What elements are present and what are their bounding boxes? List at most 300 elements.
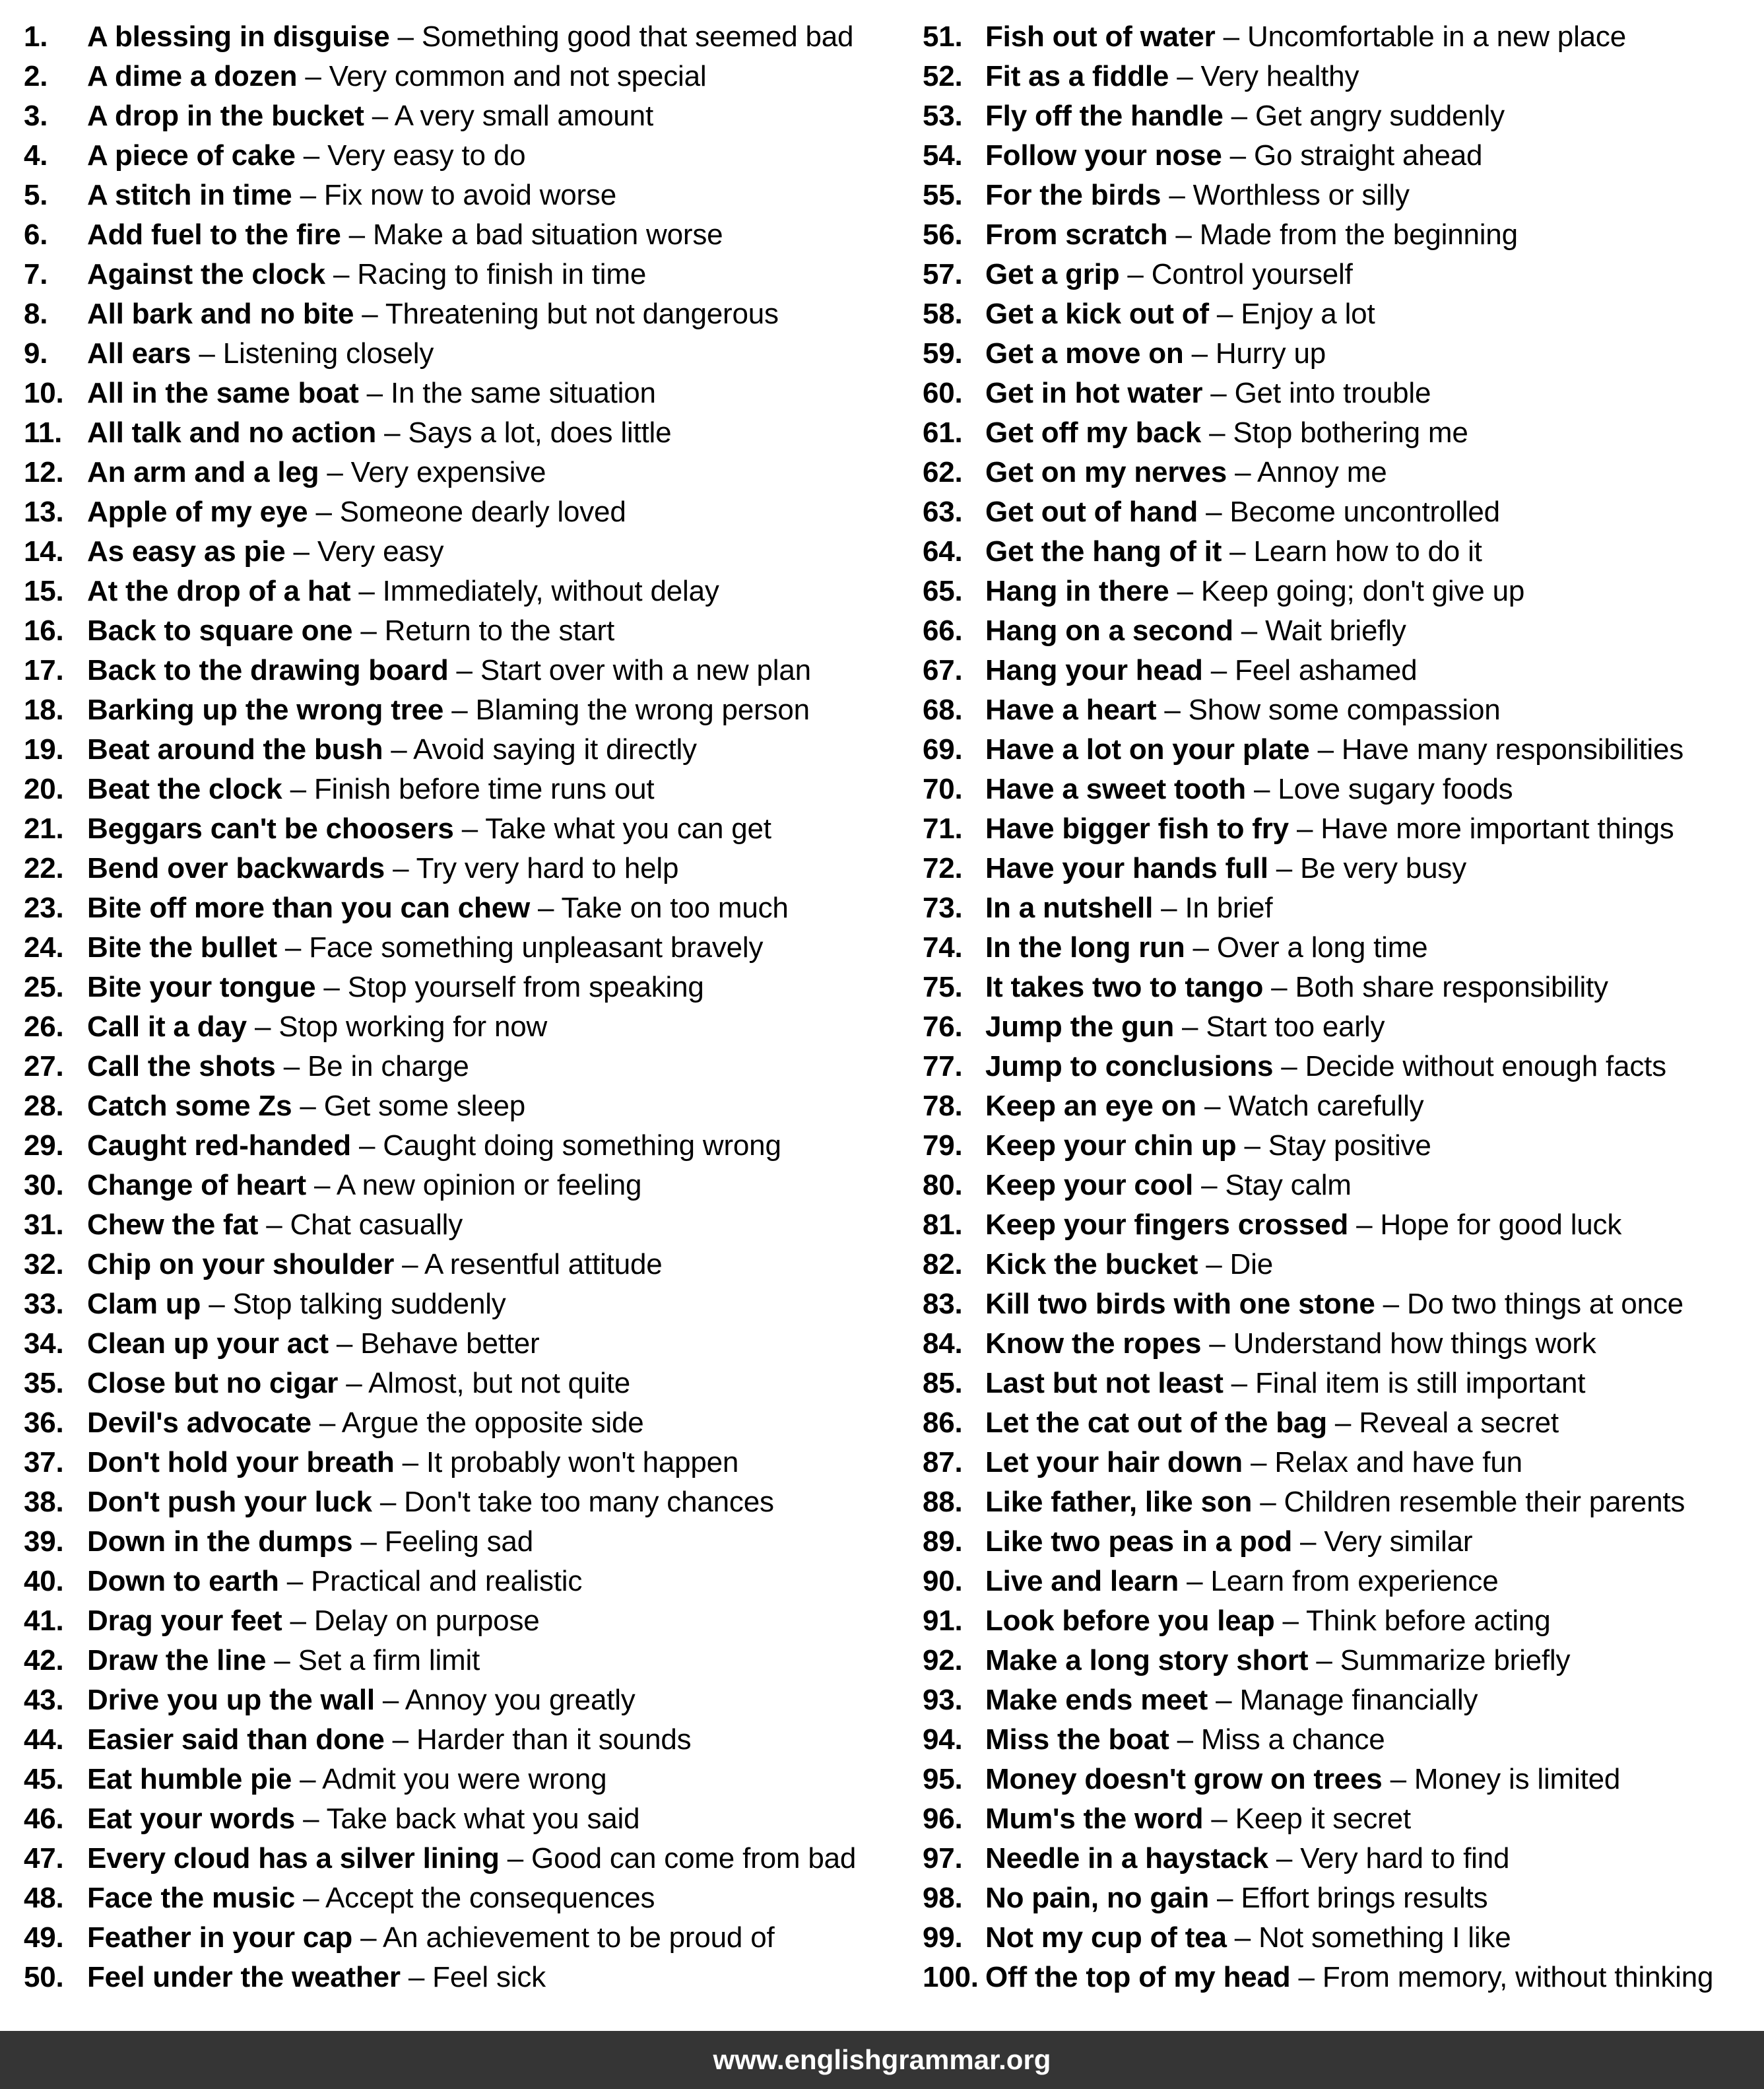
idiom-meaning: Effort brings results xyxy=(1241,1882,1488,1914)
idiom-phrase: Beggars can't be choosers xyxy=(87,812,454,845)
idiom-separator: – xyxy=(1223,1367,1255,1399)
idiom-meaning: Both share responsibility xyxy=(1295,971,1608,1003)
idiom-phrase: Get in hot water xyxy=(985,377,1203,409)
idiom-list-item xyxy=(24,453,901,492)
idiom-number: 12. xyxy=(24,456,64,488)
idiom-entry xyxy=(985,1562,1498,1601)
idiom-list-item xyxy=(24,1482,901,1522)
idiom-phrase: Barking up the wrong tree xyxy=(87,694,444,726)
idiom-phrase: Don't push your luck xyxy=(87,1486,372,1518)
idiom-meaning: Very hard to find xyxy=(1300,1842,1510,1874)
idiom-meaning: Good can come from bad xyxy=(531,1842,857,1874)
idiom-number: 67. xyxy=(923,654,963,686)
idiom-number: 51. xyxy=(923,20,963,53)
idiom-list-item xyxy=(24,1918,901,1958)
idiom-entry xyxy=(985,928,1427,968)
idiom-meaning: A resentful attitude xyxy=(424,1248,663,1280)
idiom-entry xyxy=(87,849,678,888)
idiom-phrase: Drag your feet xyxy=(87,1605,282,1637)
idiom-list-item xyxy=(923,334,1764,374)
idiom-meaning: Learn how to do it xyxy=(1253,535,1482,568)
idiom-separator: – xyxy=(311,1407,342,1439)
idiom-number: 28. xyxy=(24,1090,64,1122)
idiom-separator: – xyxy=(1169,575,1201,607)
idiom-meaning: Keep going; don't give up xyxy=(1200,575,1525,607)
idiom-list-item xyxy=(24,1760,901,1799)
idiom-entry xyxy=(985,572,1524,611)
idiom-phrase: Get a grip xyxy=(985,258,1120,290)
idiom-meaning: Harder than it sounds xyxy=(416,1723,692,1756)
idiom-list-item xyxy=(923,215,1764,255)
idiom-number: 85. xyxy=(923,1367,963,1399)
idiom-entry xyxy=(985,1878,1487,1918)
idiom-meaning: Stop working for now xyxy=(278,1011,548,1043)
idiom-meaning: Manage financially xyxy=(1239,1684,1478,1716)
idiom-list-item xyxy=(24,1799,901,1839)
idiom-list-item xyxy=(24,1839,901,1878)
idiom-entry xyxy=(87,1443,738,1482)
idiom-meaning: Fix now to avoid worse xyxy=(323,179,616,211)
idiom-meaning: Says a lot, does little xyxy=(408,416,672,449)
idiom-meaning: Go straight ahead xyxy=(1253,139,1483,172)
idiom-entry xyxy=(87,1918,775,1958)
idiom-meaning: It probably won't happen xyxy=(426,1446,739,1478)
idiom-meaning: Uncomfortable in a new place xyxy=(1247,20,1626,53)
idiom-number: 20. xyxy=(24,773,64,805)
idiom-meaning: Take on too much xyxy=(561,892,789,924)
idiom-phrase: In a nutshell xyxy=(985,892,1154,924)
idiom-phrase: Fish out of water xyxy=(985,20,1216,53)
idiom-list-item xyxy=(24,413,901,453)
idiom-meaning: Do two things at once xyxy=(1406,1288,1683,1320)
idiom-number: 96. xyxy=(923,1803,963,1835)
idiom-meaning: Decide without enough facts xyxy=(1305,1050,1666,1082)
idiom-meaning: Miss a chance xyxy=(1200,1723,1385,1756)
idiom-number: 4. xyxy=(24,139,48,172)
idiom-number: 9. xyxy=(24,337,48,370)
idiom-separator: – xyxy=(295,1882,326,1914)
idiom-entry xyxy=(985,1086,1423,1126)
idiom-entry xyxy=(985,1958,1713,1997)
footer-website-link[interactable]: www.englishgrammar.org xyxy=(713,2044,1051,2075)
idiom-phrase: Have a sweet tooth xyxy=(985,773,1246,805)
idiom-phrase: Bite the bullet xyxy=(87,931,277,964)
idiom-phrase: Bite off more than you can chew xyxy=(87,892,531,924)
idiom-entry xyxy=(87,96,653,136)
idiom-entry xyxy=(87,1126,781,1166)
idiom-entry xyxy=(87,176,616,215)
idiom-entry xyxy=(87,690,810,730)
idiom-number: 15. xyxy=(24,575,64,607)
idiom-entry xyxy=(87,1324,540,1364)
idiom-meaning: Made from the beginning xyxy=(1199,218,1518,251)
idiom-list-item xyxy=(923,770,1764,809)
idiom-entry xyxy=(87,57,706,96)
idiom-list-item xyxy=(24,17,901,57)
idiom-phrase: A stitch in time xyxy=(87,179,292,211)
idiom-separator: – xyxy=(1161,179,1193,211)
idiom-separator: – xyxy=(282,773,314,805)
idiom-meaning: Take what you can get xyxy=(485,812,771,845)
idiom-phrase: Not my cup of tea xyxy=(985,1921,1227,1954)
idiom-list-item xyxy=(24,1047,901,1086)
idiom-entry xyxy=(87,888,789,928)
idiom-entry xyxy=(87,651,811,690)
idiom-meaning: Money is limited xyxy=(1414,1763,1621,1795)
idiom-number: 23. xyxy=(24,892,64,924)
idiom-number: 16. xyxy=(24,614,64,647)
idiom-meaning: Behave better xyxy=(360,1327,540,1360)
idiom-entry xyxy=(985,96,1505,136)
idiom-entry xyxy=(87,532,443,572)
idiom-meaning: Blaming the wrong person xyxy=(475,694,810,726)
idiom-entry xyxy=(87,1799,639,1839)
idiom-meaning: Reveal a secret xyxy=(1359,1407,1559,1439)
idiom-phrase: Every cloud has a silver lining xyxy=(87,1842,500,1874)
idiom-number: 25. xyxy=(24,971,64,1003)
idiom-phrase: Down to earth xyxy=(87,1565,279,1597)
idiom-separator: – xyxy=(341,218,373,251)
idiom-meaning: A new opinion or feeling xyxy=(336,1169,642,1201)
idiom-number: 69. xyxy=(923,733,963,766)
idiom-separator: – xyxy=(295,139,328,172)
idiom-list-item xyxy=(24,1007,901,1047)
idiom-column-left xyxy=(24,17,901,1997)
idiom-meaning: Have many responsibilities xyxy=(1341,733,1684,766)
idiom-separator: – xyxy=(1193,1169,1225,1201)
idiom-phrase: Have your hands full xyxy=(985,852,1268,884)
idiom-separator: – xyxy=(1222,139,1254,172)
idiom-separator: – xyxy=(1156,694,1189,726)
idiom-list-item xyxy=(24,730,901,770)
idiom-meaning: Annoy you greatly xyxy=(405,1684,636,1716)
idiom-number: 32. xyxy=(24,1248,64,1280)
idiom-separator: – xyxy=(394,1446,426,1478)
idiom-number: 58. xyxy=(923,298,963,330)
idiom-number: 42. xyxy=(24,1644,64,1676)
idiom-entry xyxy=(87,1205,463,1245)
idiom-entry xyxy=(985,176,1410,215)
idiom-list-item xyxy=(24,176,901,215)
idiom-number: 92. xyxy=(923,1644,963,1676)
idiom-entry xyxy=(87,968,704,1007)
idiom-separator: – xyxy=(1382,1763,1414,1795)
idiom-number: 66. xyxy=(923,614,963,647)
idiom-list-item xyxy=(923,1007,1764,1047)
idiom-separator: – xyxy=(394,1248,425,1280)
idiom-phrase: Get the hang of it xyxy=(985,535,1222,568)
idiom-entry xyxy=(985,730,1683,770)
idiom-list-item xyxy=(24,1601,901,1641)
idiom-number: 39. xyxy=(24,1525,64,1558)
idiom-phrase: Jump the gun xyxy=(985,1011,1175,1043)
idiom-entry xyxy=(985,1324,1596,1364)
idiom-separator: – xyxy=(295,1803,327,1835)
idiom-meaning: Avoid saying it directly xyxy=(413,733,697,766)
idiom-entry xyxy=(87,1601,540,1641)
idiom-phrase: From scratch xyxy=(985,218,1168,251)
idiom-separator: – xyxy=(292,1090,324,1122)
idiom-separator: – xyxy=(1201,1327,1233,1360)
idiom-number: 52. xyxy=(923,60,963,92)
idiom-number: 14. xyxy=(24,535,64,568)
idiom-separator: – xyxy=(328,1327,361,1360)
idiom-phrase: Change of heart xyxy=(87,1169,306,1201)
idiom-entry xyxy=(985,1047,1666,1086)
idiom-entry xyxy=(87,1403,644,1443)
idiom-number: 63. xyxy=(923,496,963,528)
idiom-number: 89. xyxy=(923,1525,963,1558)
idiom-entry xyxy=(985,294,1375,334)
idiom-list-item xyxy=(923,1641,1764,1680)
idiom-phrase: Close but no cigar xyxy=(87,1367,339,1399)
idiom-number: 70. xyxy=(923,773,963,805)
idiom-list-item xyxy=(923,928,1764,968)
idiom-phrase: For the birds xyxy=(985,179,1161,211)
idiom-list-item xyxy=(24,1126,901,1166)
idiom-meaning: Start over with a new plan xyxy=(480,654,811,686)
idiom-list-item xyxy=(24,1205,901,1245)
idiom-list-item xyxy=(923,374,1764,413)
idiom-phrase: Beat the clock xyxy=(87,773,282,805)
idiom-number: 45. xyxy=(24,1763,64,1795)
idiom-number: 57. xyxy=(923,258,963,290)
idiom-list-item xyxy=(923,1047,1764,1086)
idiom-number: 41. xyxy=(24,1605,64,1637)
idiom-separator: – xyxy=(1183,337,1216,370)
idiom-meaning: Almost, but not quite xyxy=(368,1367,631,1399)
idiom-number: 84. xyxy=(923,1327,963,1360)
idiom-list-item xyxy=(24,215,901,255)
idiom-phrase: Get on my nerves xyxy=(985,456,1227,488)
idiom-list-item xyxy=(923,1720,1764,1760)
idiom-phrase: Clean up your act xyxy=(87,1327,329,1360)
idiom-phrase: Get a move on xyxy=(985,337,1184,370)
idiom-number: 46. xyxy=(24,1803,64,1835)
idiom-list-item xyxy=(24,1284,901,1324)
idiom-entry xyxy=(87,1760,606,1799)
idiom-entry xyxy=(985,1799,1411,1839)
idiom-list-item xyxy=(923,968,1764,1007)
idiom-phrase: Money doesn't grow on trees xyxy=(985,1763,1383,1795)
idiom-list-item xyxy=(923,1958,1764,1997)
idiom-meaning: In the same situation xyxy=(390,377,656,409)
idiom-entry xyxy=(985,1760,1620,1799)
idiom-meaning: Hurry up xyxy=(1215,337,1326,370)
idiom-phrase: At the drop of a hat xyxy=(87,575,351,607)
idiom-number: 26. xyxy=(24,1011,64,1043)
idiom-list-item xyxy=(24,1324,901,1364)
idiom-separator: – xyxy=(350,1129,383,1162)
idiom-number: 60. xyxy=(923,377,963,409)
idiom-phrase: Back to square one xyxy=(87,614,353,647)
idiom-entry xyxy=(87,1166,641,1205)
idiom-entry xyxy=(985,1166,1352,1205)
idiom-list-item xyxy=(24,611,901,651)
idiom-meaning: Argue the opposite side xyxy=(341,1407,644,1439)
idiom-separator: – xyxy=(1236,1129,1268,1162)
idiom-list-item xyxy=(24,1562,901,1601)
idiom-separator: – xyxy=(277,931,310,964)
idiom-separator: – xyxy=(1185,931,1217,964)
idiom-separator: – xyxy=(443,694,476,726)
idiom-entry xyxy=(985,1641,1570,1680)
idiom-phrase: Hang your head xyxy=(985,654,1203,686)
idiom-list-item xyxy=(923,1878,1764,1918)
idiom-number: 3. xyxy=(24,100,48,132)
idiom-separator: – xyxy=(1263,971,1295,1003)
idiom-separator: – xyxy=(1288,812,1321,845)
idiom-number: 68. xyxy=(923,694,963,726)
idiom-separator: – xyxy=(306,1169,337,1201)
idiom-meaning: Feeling sad xyxy=(384,1525,533,1558)
idiom-list-item xyxy=(923,1284,1764,1324)
idiom-number: 94. xyxy=(923,1723,963,1756)
idiom-number: 18. xyxy=(24,694,64,726)
idiom-entry xyxy=(985,136,1482,176)
idiom-list-item xyxy=(923,1086,1764,1126)
idiom-number: 38. xyxy=(24,1486,64,1518)
idiom-meaning: In brief xyxy=(1185,892,1273,924)
idiom-separator: – xyxy=(191,337,223,370)
idiom-entry xyxy=(985,849,1466,888)
idiom-list-item xyxy=(923,1443,1764,1482)
idiom-meaning: Stay calm xyxy=(1225,1169,1352,1201)
idiom-number: 86. xyxy=(923,1407,963,1439)
idiom-phrase: Catch some Zs xyxy=(87,1090,292,1122)
idiom-separator: – xyxy=(384,1723,416,1756)
idiom-meaning: Set a firm limit xyxy=(298,1644,480,1676)
idiom-meaning: Over a long time xyxy=(1216,931,1428,964)
idiom-separator: – xyxy=(1309,733,1342,766)
idiom-separator: – xyxy=(385,852,416,884)
idiom-number: 97. xyxy=(923,1842,963,1874)
idiom-separator: – xyxy=(1226,1921,1259,1954)
idiom-number: 80. xyxy=(923,1169,963,1201)
idiom-entry xyxy=(985,809,1674,849)
idiom-list-item xyxy=(923,413,1764,453)
idiom-separator: – xyxy=(400,1961,433,1993)
idiom-entry xyxy=(985,1007,1385,1047)
idiom-separator: – xyxy=(1169,1723,1201,1756)
idiom-entry xyxy=(87,1680,636,1720)
idiom-phrase: Call the shots xyxy=(87,1050,276,1082)
idiom-meaning: Wait briefly xyxy=(1265,614,1406,647)
idiom-phrase: A piece of cake xyxy=(87,139,296,172)
idiom-number: 24. xyxy=(24,931,64,964)
idiom-phrase: Get off my back xyxy=(985,416,1202,449)
idiom-separator: – xyxy=(352,614,385,647)
idiom-phrase: Feather in your cap xyxy=(87,1921,353,1954)
idiom-list-item xyxy=(923,1482,1764,1522)
idiom-entry xyxy=(985,1720,1385,1760)
idiom-entry xyxy=(87,1284,506,1324)
idiom-entry xyxy=(87,1522,533,1562)
idiom-separator: – xyxy=(315,971,348,1003)
idiom-list-item xyxy=(923,492,1764,532)
idiom-list-item xyxy=(923,809,1764,849)
idiom-entry xyxy=(985,215,1518,255)
idiom-separator: – xyxy=(1290,1961,1323,1993)
idiom-entry xyxy=(985,1522,1472,1562)
idiom-entry xyxy=(985,1443,1522,1482)
idiom-meaning: Stop yourself from speaking xyxy=(347,971,704,1003)
idiom-number: 30. xyxy=(24,1169,64,1201)
idiom-number: 78. xyxy=(923,1090,963,1122)
idiom-meaning: From memory, without thinking xyxy=(1322,1961,1714,1993)
idiom-entry xyxy=(87,1047,469,1086)
idiom-separator: – xyxy=(1292,1525,1324,1558)
idiom-separator: – xyxy=(352,1525,385,1558)
idiom-entry xyxy=(985,1126,1431,1166)
idiom-list-item xyxy=(24,1680,901,1720)
idiom-number: 59. xyxy=(923,337,963,370)
idiom-entry xyxy=(985,1284,1683,1324)
idiom-separator: – xyxy=(1203,1803,1235,1835)
idiom-phrase: Miss the boat xyxy=(985,1723,1169,1756)
idiom-phrase: Caught red-handed xyxy=(87,1129,351,1162)
idiom-number: 53. xyxy=(923,100,963,132)
idiom-separator: – xyxy=(1208,298,1241,330)
idiom-separator: – xyxy=(292,1763,323,1795)
idiom-separator: – xyxy=(352,1921,383,1954)
idiom-entry xyxy=(985,255,1353,294)
idiom-list-item xyxy=(24,1641,901,1680)
idiom-phrase: Bite your tongue xyxy=(87,971,316,1003)
idiom-number: 72. xyxy=(923,852,963,884)
idiom-separator: – xyxy=(1222,535,1254,568)
idiom-meaning: Very similar xyxy=(1324,1525,1473,1558)
idiom-separator: – xyxy=(1273,1050,1305,1082)
idiom-list-item xyxy=(24,770,901,809)
idiom-entry xyxy=(87,17,853,57)
idiom-entry xyxy=(985,57,1359,96)
idiom-separator: – xyxy=(1252,1486,1284,1518)
idiom-entry xyxy=(87,730,697,770)
idiom-separator: – xyxy=(1233,614,1266,647)
idiom-separator: – xyxy=(1274,1605,1307,1637)
idiom-meaning: Someone dearly loved xyxy=(339,496,626,528)
idiom-phrase: Against the clock xyxy=(87,258,325,290)
idiom-meaning: Stay positive xyxy=(1268,1129,1431,1162)
idiom-number: 44. xyxy=(24,1723,64,1756)
idiom-phrase: An arm and a leg xyxy=(87,456,319,488)
idiom-entry xyxy=(87,215,723,255)
idiom-separator: – xyxy=(258,1209,290,1241)
idiom-number: 93. xyxy=(923,1684,963,1716)
idiom-phrase: Eat your words xyxy=(87,1803,296,1835)
idiom-separator: – xyxy=(358,377,391,409)
idiom-separator: – xyxy=(1348,1209,1381,1241)
idiom-entry xyxy=(87,136,525,176)
idiom-separator: – xyxy=(372,1486,405,1518)
idiom-entry xyxy=(985,1839,1509,1878)
idiom-separator: – xyxy=(1196,1090,1229,1122)
idiom-number: 54. xyxy=(923,139,963,172)
idiom-meaning: Feel ashamed xyxy=(1235,654,1418,686)
idiom-meaning: Worthless or silly xyxy=(1192,179,1410,211)
idiom-separator: – xyxy=(1268,1842,1301,1874)
idiom-list-item xyxy=(24,888,901,928)
idiom-number: 43. xyxy=(24,1684,64,1716)
idiom-meaning: Admit you were wrong xyxy=(322,1763,607,1795)
idiom-list-item xyxy=(923,176,1764,215)
idiom-list-item xyxy=(24,57,901,96)
idiom-meaning: Take back what you said xyxy=(326,1803,640,1835)
idiom-number: 61. xyxy=(923,416,963,449)
idiom-phrase: All talk and no action xyxy=(87,416,377,449)
idiom-phrase: Last but not least xyxy=(985,1367,1224,1399)
